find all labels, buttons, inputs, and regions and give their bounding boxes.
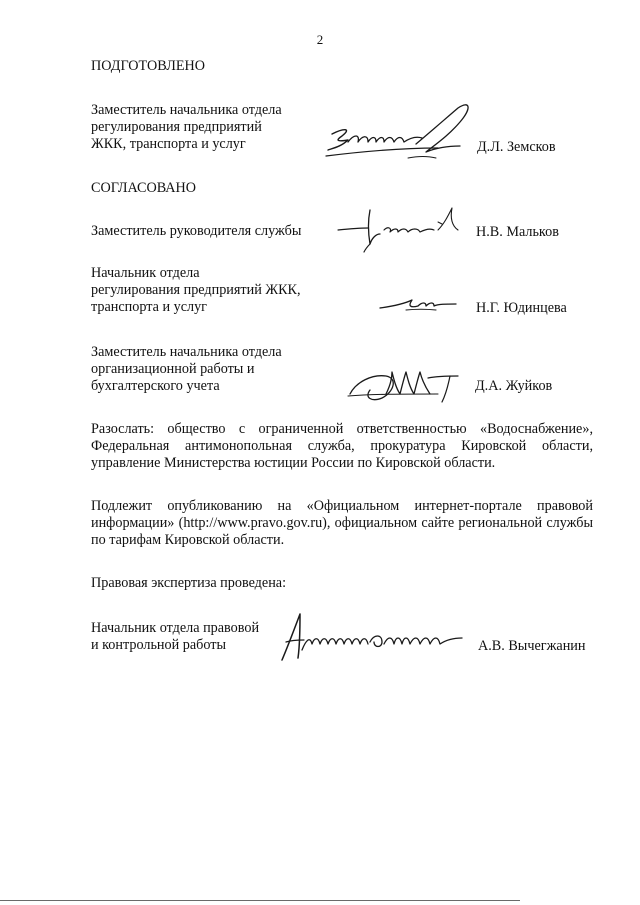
agreed-position-line: бухгалтерского учета: [91, 378, 220, 394]
publication-text: Подлежит опубликованию на «Официальном интернет-портале правовой информации» (http://www.pravo.gov.ru), официальном сайте региональной службы по тарифам Кировской области.: [91, 498, 593, 548]
signature-zhuykov: [342, 364, 462, 410]
agreed-position-line: Начальник отдела: [91, 265, 200, 281]
signature-vychegzhanin: [278, 606, 468, 666]
publication-paragraph: [91, 498, 593, 549]
agreed-name-3: Д.А. Жуйков: [475, 378, 553, 394]
agreed-position-line: Заместитель руководителя службы: [91, 223, 302, 239]
prepared-position-line: Заместитель начальника отдела: [91, 102, 282, 118]
prepared-name: Д.Л. Земсков: [477, 139, 556, 155]
agreed-position-3: [91, 344, 341, 395]
agreed-position-2: [91, 265, 341, 316]
agreed-position-line: Заместитель начальника отдела: [91, 344, 282, 360]
prepared-position: [91, 102, 341, 153]
signature-zemskov: [318, 98, 478, 170]
legal-review-name: А.В. Вычегжанин: [478, 638, 586, 654]
signature-yudintseva: [376, 290, 466, 320]
agreed-position-line: транспорта и услуг: [91, 299, 207, 315]
legal-review-position-line: Начальник отдела правовой: [91, 620, 260, 636]
prepared-position-line: ЖКК, транспорта и услуг: [91, 136, 246, 152]
distribution-paragraph: [91, 421, 593, 472]
agreed-position-line: регулирования предприятий ЖКК,: [91, 282, 301, 298]
signature-malkov: [334, 202, 474, 258]
agreed-position-1: [91, 223, 331, 240]
legal-review-statement: Правовая экспертиза проведена:: [91, 575, 287, 591]
distribution-text: Разослать: общество с ограниченной ответственностью «Водоснабжение», Федеральная антимонопольная служба, прокуратура Кировской области, управление Министерства юстиции России по Кировской области.: [91, 421, 593, 471]
agreed-name-2: Н.Г. Юдинцева: [476, 300, 567, 316]
legal-review-position-line: и контрольной работы: [91, 637, 226, 653]
agreed-heading: СОГЛАСОВАНО: [91, 180, 197, 196]
prepared-position-line: регулирования предприятий: [91, 119, 262, 135]
agreed-name-1: Н.В. Мальков: [476, 224, 559, 240]
agreed-position-line: организационной работы и: [91, 361, 255, 377]
page-number: 2: [316, 32, 324, 47]
bottom-rule: [0, 900, 520, 901]
prepared-heading: ПОДГОТОВЛЕНО: [91, 58, 205, 74]
